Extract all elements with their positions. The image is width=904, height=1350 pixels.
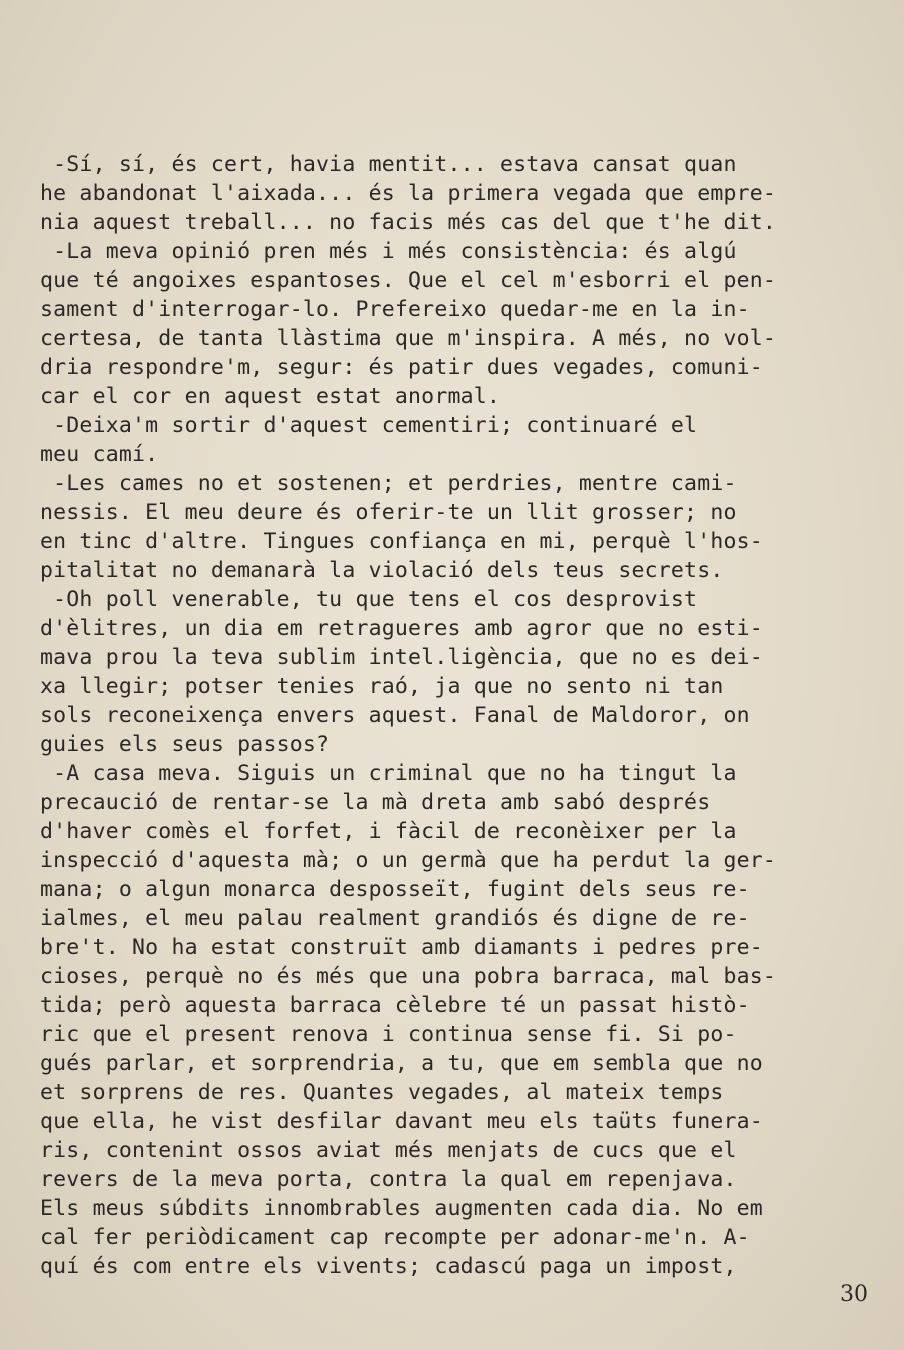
text-line: sols reconeixença envers aquest. Fanal de Maldoror, on (40, 703, 750, 728)
text-line: certesa, de tanta llàstima que m'inspira. A més, no vol- (40, 326, 777, 351)
page-number: 30 (840, 1282, 868, 1307)
text-line: guies els seus passos? (40, 732, 330, 757)
text-line: ris, contenint ossos aviat més menjats de cucs que el (40, 1138, 737, 1163)
text-line: ric que el present renova i continua sense fi. Si po- (40, 1022, 737, 1047)
text-line: he abandonat l'aixada... és la primera vegada que empre- (40, 181, 777, 206)
text-line: Els meus súbdits innombrables augmenten cada dia. No em (40, 1196, 763, 1221)
text-line: car el cor en aquest estat anormal. (40, 384, 501, 409)
text-line: pitalitat no demanarà la violació dels teus secrets. (40, 558, 724, 583)
text-line: -Oh poll venerable, tu que tens el cos desprovist (40, 587, 698, 612)
text-line: cal fer periòdicament cap recompte per adonar-me'n. A- (40, 1225, 750, 1250)
text-line: mana; o algun monarca desposseït, fugint dels seus re- (40, 877, 750, 902)
text-line: cioses, perquè no és més que una pobra barraca, mal bas- (40, 964, 777, 989)
text-line: tida; però aquesta barraca cèlebre té un passat histò- (40, 993, 750, 1018)
text-line: que ella, he vist desfilar davant meu els taüts funera- (40, 1109, 763, 1134)
text-line: ialmes, el meu palau realment grandiós és digne de re- (40, 906, 750, 931)
text-line: gués parlar, et sorprendria, a tu, que em sembla que no (40, 1051, 763, 1076)
text-line: -A casa meva. Siguis un criminal que no ha tingut la (40, 761, 737, 786)
text-line: -La meva opinió pren més i més consistència: és algú (40, 239, 737, 264)
text-line: sament d'interrogar-lo. Prefereixo quedar-me en la in- (40, 297, 750, 322)
text-line: meu camí. (40, 442, 159, 467)
text-line: -Les cames no et sostenen; et perdries, mentre cami- (40, 471, 737, 496)
text-line: nia aquest treball... no facis més cas del que t'he dit. (40, 210, 777, 235)
text-line: que té angoixes espantoses. Que el cel m'esborri el pen- (40, 268, 777, 293)
text-line: et sorprens de res. Quantes vegades, al mateix temps (40, 1080, 724, 1105)
text-line: dria respondre'm, segur: és patir dues vegades, comuni- (40, 355, 763, 380)
text-line: -Sí, sí, és cert, havia mentit... estava cansat quan (40, 152, 737, 177)
text-line: d'haver comès el forfet, i fàcil de reconèixer per la (40, 819, 737, 844)
text-line: inspecció d'aquesta mà; o un germà que ha perdut la ger- (40, 848, 777, 873)
text-line: revers de la meva porta, contra la qual em repenjava. (40, 1167, 737, 1192)
text-line: xa llegir; potser tenies raó, ja que no sento ni tan (40, 674, 724, 699)
text-line: mava prou la teva sublim intel.ligència, que no es dei- (40, 645, 763, 670)
text-line: nessis. El meu deure és oferir-te un llit grosser; no (40, 500, 737, 525)
text-line: -Deixa'm sortir d'aquest cementiri; continuaré el (40, 413, 698, 438)
body-text (40, 150, 870, 1281)
text-line: en tinc d'altre. Tingues confiança en mi, perquè l'hos- (40, 529, 763, 554)
text-line: d'èlitres, un dia em retragueres amb agror que no esti- (40, 616, 763, 641)
text-line: quí és com entre els vivents; cadascú paga un impost, (40, 1254, 737, 1279)
text-line: precaució de rentar-se la mà dreta amb sabó després (40, 790, 711, 815)
text-line: bre't. No ha estat construït amb diamants i pedres pre- (40, 935, 763, 960)
